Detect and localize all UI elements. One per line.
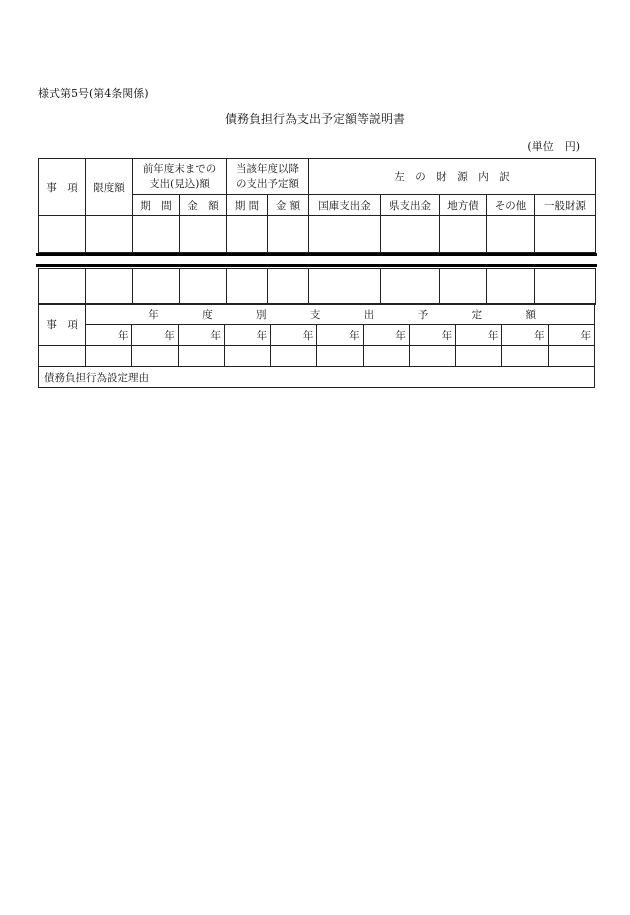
document-title: 債務負担行為支出予定額等説明書 <box>224 112 405 126</box>
year-header: 年 <box>456 325 502 346</box>
reason-row[interactable]: 債務負担行為設定理由 <box>39 367 595 388</box>
year-header: 年 <box>271 325 317 346</box>
annual-table <box>38 303 595 388</box>
annual-heading-char: 度 <box>202 308 213 321</box>
cell-empty[interactable] <box>39 216 86 253</box>
cell-empty[interactable] <box>381 269 440 305</box>
year-header: 年 <box>502 325 548 346</box>
omission-line-bottom <box>36 264 597 267</box>
header-amount-2: 金 額 <box>268 195 309 216</box>
annual-heading-char: 支 <box>309 308 321 321</box>
header-gendogaku: 限度額 <box>86 159 133 216</box>
header-prefecture-subsidy: 県支出金 <box>381 195 440 216</box>
cell-empty[interactable] <box>268 269 309 305</box>
cell-empty[interactable] <box>487 269 535 305</box>
header-period-2: 期 間 <box>227 195 268 216</box>
cell-empty[interactable] <box>180 216 227 253</box>
cell-empty[interactable] <box>86 346 132 367</box>
cell-empty[interactable] <box>309 269 381 305</box>
annual-heading-char: 別 <box>256 308 267 321</box>
budget-table-top <box>38 158 596 253</box>
cell-empty[interactable] <box>133 216 180 253</box>
cell-empty[interactable] <box>39 346 86 367</box>
cell-empty[interactable] <box>180 269 227 305</box>
cell-empty[interactable] <box>271 346 317 367</box>
header-general-revenue: 一般財源 <box>535 195 596 216</box>
cell-empty[interactable] <box>535 269 596 305</box>
budget-table-bottom <box>38 268 596 305</box>
cell-empty[interactable] <box>487 216 535 253</box>
year-header: 年 <box>132 325 178 346</box>
year-header: 年 <box>86 325 132 346</box>
header-local-bond: 地方債 <box>440 195 487 216</box>
cell-empty[interactable] <box>268 216 309 253</box>
header-period-1: 期 間 <box>133 195 180 216</box>
cell-empty[interactable] <box>86 269 133 305</box>
cell-empty[interactable] <box>535 216 596 253</box>
year-header: 年 <box>409 325 455 346</box>
header-other: その他 <box>487 195 535 216</box>
cell-empty[interactable] <box>381 216 440 253</box>
cell-empty[interactable] <box>133 269 180 305</box>
cell-empty[interactable] <box>86 216 133 253</box>
cell-empty[interactable] <box>456 346 502 367</box>
annual-header-jikou: 事 項 <box>39 304 86 346</box>
cell-empty[interactable] <box>227 269 268 305</box>
cell-empty[interactable] <box>440 269 487 305</box>
form-number-label: 様式第5号(第4条関係) <box>38 87 149 100</box>
year-header: 年 <box>317 325 363 346</box>
annual-heading-char: 年 <box>148 308 159 321</box>
cell-empty[interactable] <box>227 216 268 253</box>
annual-heading-char: 出 <box>363 308 375 321</box>
header-jikou: 事 項 <box>39 159 86 216</box>
year-header: 年 <box>363 325 409 346</box>
cell-empty[interactable] <box>363 346 409 367</box>
cell-empty[interactable] <box>502 346 548 367</box>
year-header: 年 <box>224 325 270 346</box>
annual-heading-char: 予 <box>417 308 429 321</box>
unit-label: (単位 円) <box>527 140 580 153</box>
cell-empty[interactable] <box>409 346 455 367</box>
header-prev-expenditure: 前年度末までの 支出(見込)額 <box>133 159 227 195</box>
cell-empty[interactable] <box>39 269 86 305</box>
cell-empty[interactable] <box>548 346 594 367</box>
cell-empty[interactable] <box>440 216 487 253</box>
omission-line-top <box>36 253 597 256</box>
header-current-expenditure: 当該年度以降 の支出予定額 <box>227 159 309 195</box>
header-funding-breakdown: 左 の 財 源 内 訳 <box>309 159 596 195</box>
year-header: 年 <box>178 325 224 346</box>
cell-empty[interactable] <box>309 216 381 253</box>
annual-heading <box>86 304 595 325</box>
annual-heading-char: 額 <box>525 308 536 321</box>
header-amount-1: 金 額 <box>180 195 227 216</box>
year-header: 年 <box>548 325 594 346</box>
cell-empty[interactable] <box>224 346 270 367</box>
header-national-subsidy: 国庫支出金 <box>309 195 381 216</box>
cell-empty[interactable] <box>132 346 178 367</box>
cell-empty[interactable] <box>317 346 363 367</box>
cell-empty[interactable] <box>178 346 224 367</box>
annual-heading-char: 定 <box>471 308 483 321</box>
